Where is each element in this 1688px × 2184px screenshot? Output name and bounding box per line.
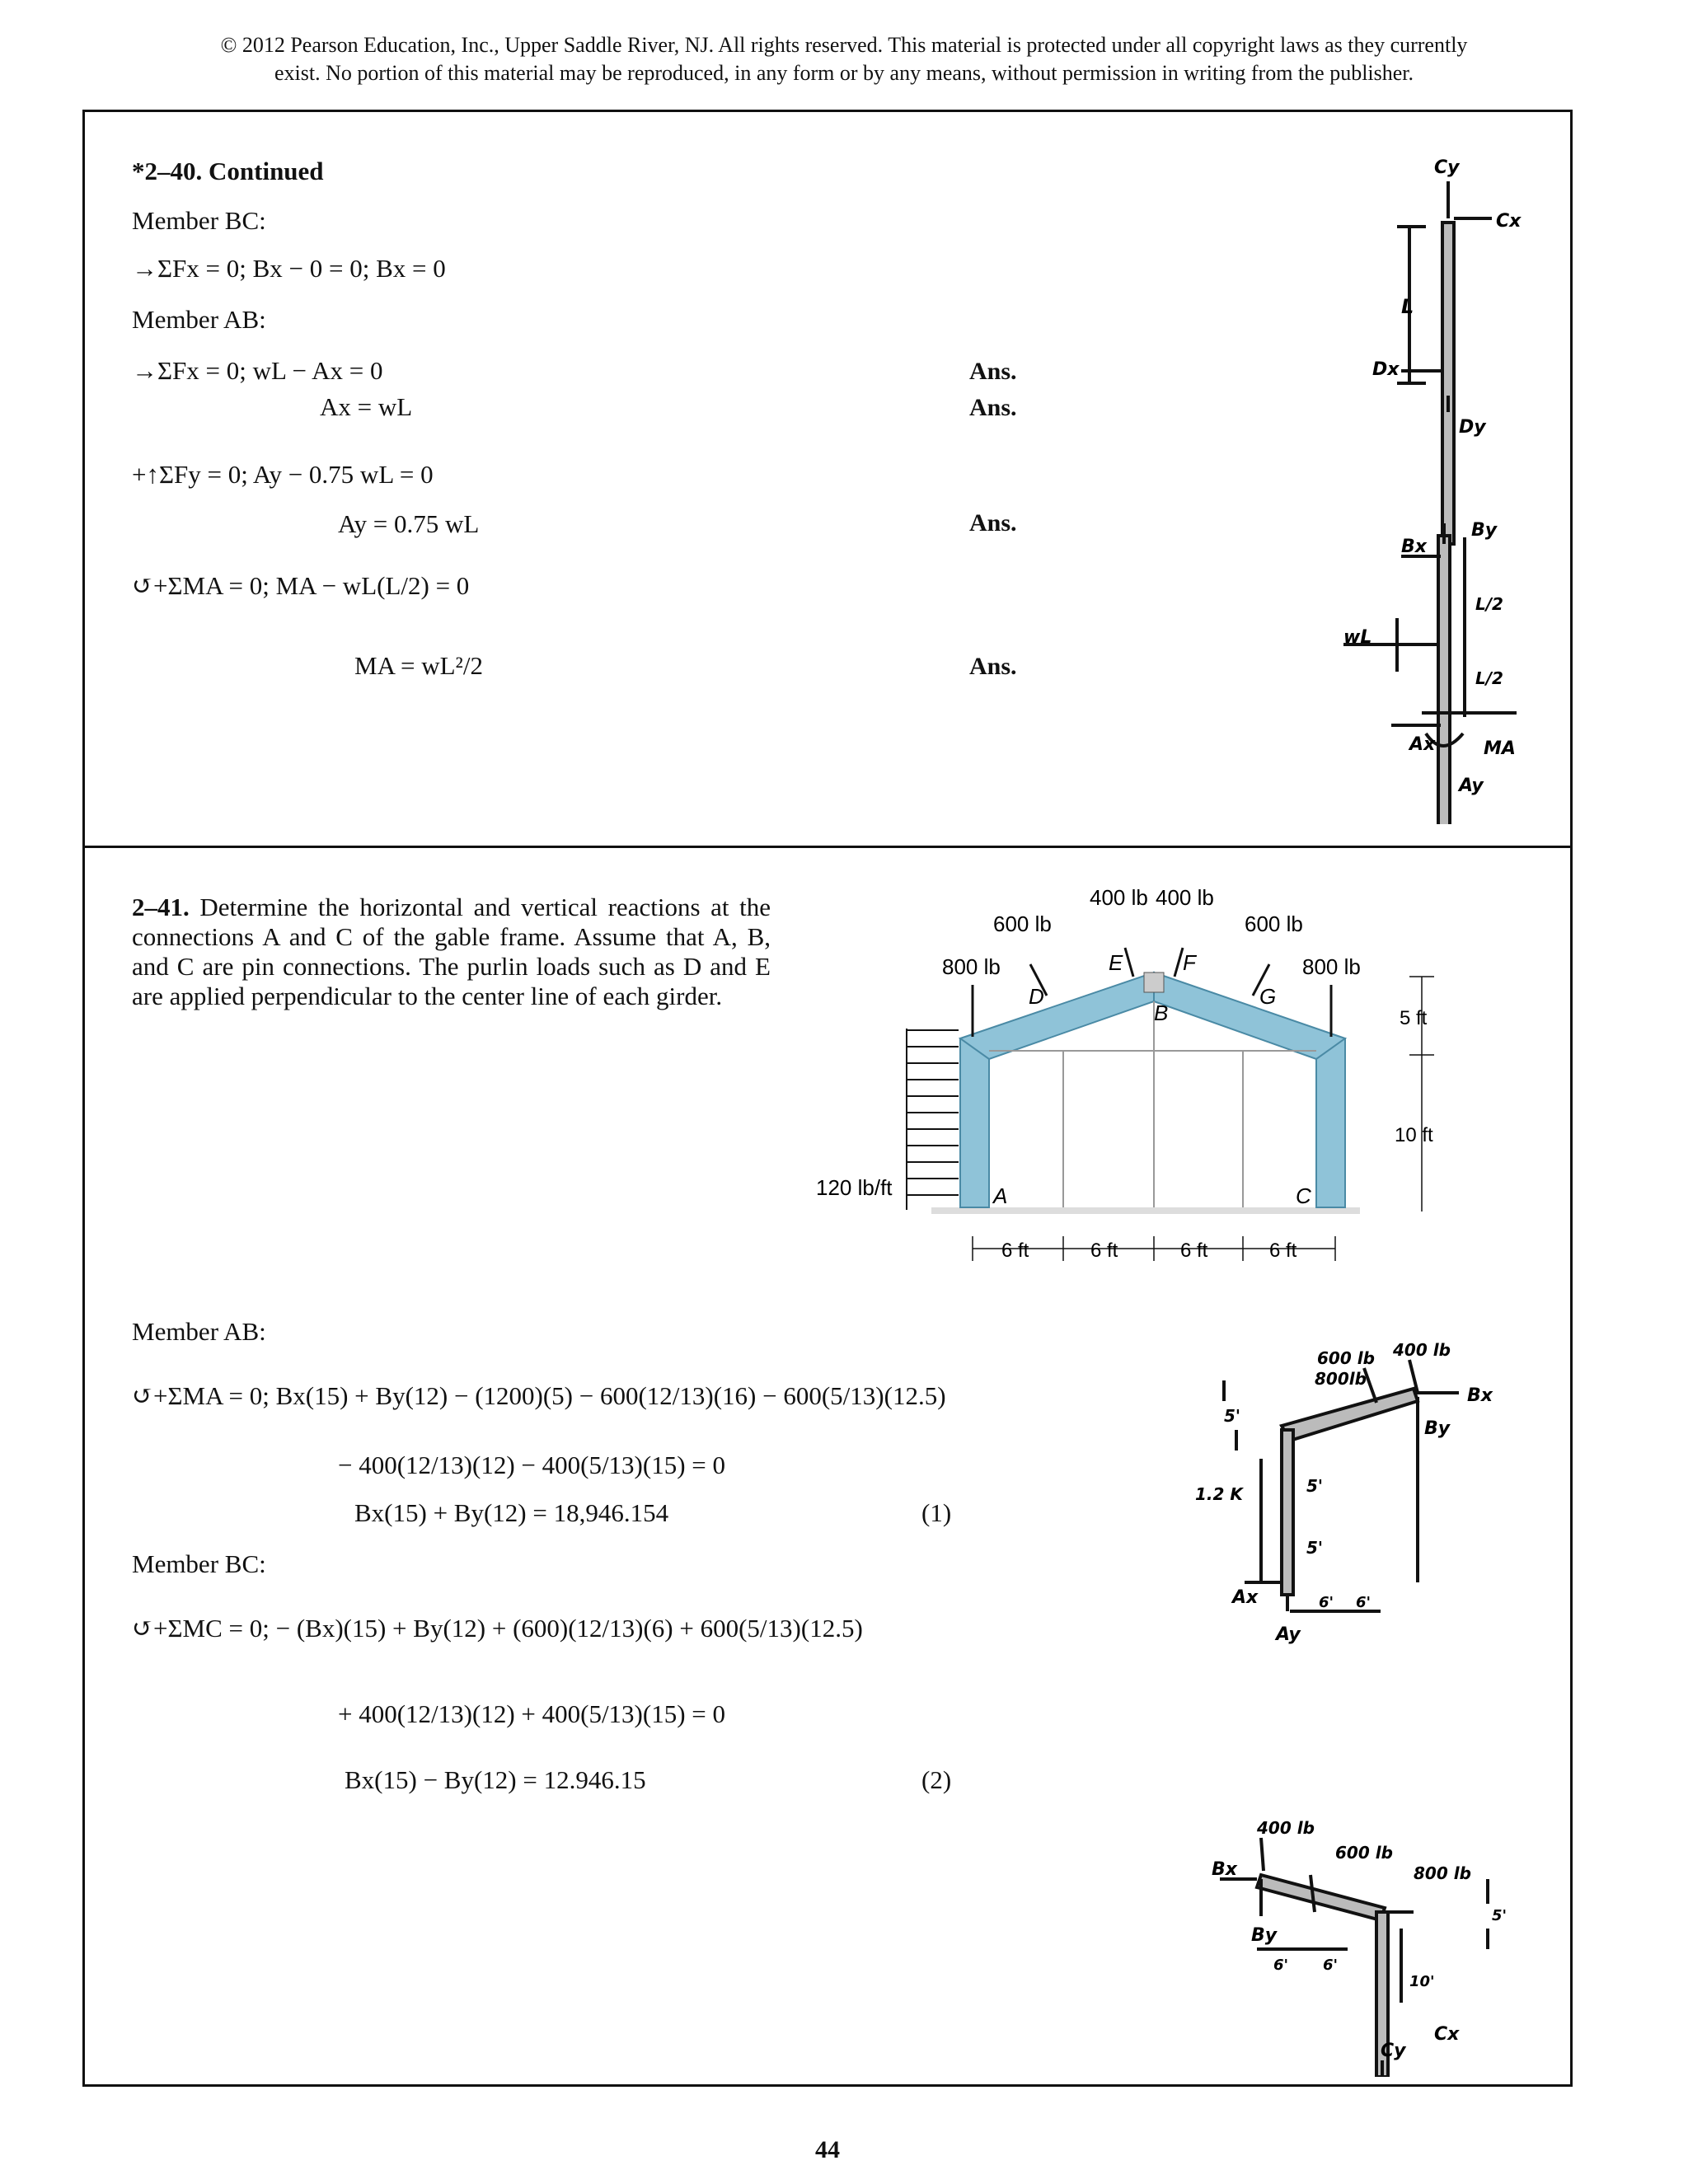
fig-dim-10ft: 10 ft [1395, 1124, 1433, 1146]
bc-sum-fx-equation: →ΣFx = 0; Bx − 0 = 0; Bx = 0 [132, 254, 446, 283]
fbd2-wl: wL [1343, 627, 1372, 648]
fbd2-l2a: L/2 [1475, 594, 1503, 614]
fig-pt-c: C [1296, 1183, 1311, 1208]
equation-1: Bx(15) + By(12) = 18,946.154 [354, 1498, 669, 1527]
ab-sum-fx-equation: →ΣFx = 0; wL − Ax = 0 [132, 356, 383, 385]
equation-1-number: (1) [921, 1498, 952, 1527]
fig-dim-5ft: 5 ft [1400, 1007, 1428, 1029]
fbd4-cx: Cx [1434, 2024, 1460, 2045]
ay-result: Ay = 0.75 wL [338, 509, 480, 538]
copyright-line-2: exist. No portion of this material may be reproduced, in any form or by any means, without permission in writing from the publisher. [274, 61, 1414, 85]
fbd4-cy: Cy [1381, 2041, 1406, 2061]
fig-600-right: 600 lb [1245, 912, 1303, 936]
fig-400-f: 400 lb [1156, 885, 1214, 910]
fig-pt-a: A [993, 1183, 1008, 1208]
fbd4-by: By [1251, 1925, 1278, 1946]
fbd3-5a: 5' [1224, 1406, 1241, 1426]
fbd2-ax: Ax [1409, 734, 1436, 755]
answer-label-3: Ans. [969, 509, 1017, 537]
fig-800-left: 800 lb [942, 954, 1001, 979]
gable-frame-figure [808, 882, 1434, 1277]
fbd2-by: By [1471, 520, 1498, 541]
fig-600-left: 600 lb [993, 912, 1052, 936]
problem-title-2-40: *2–40. Continued [132, 157, 324, 185]
fbd1-cx: Cx [1496, 211, 1522, 232]
fbd1-L: L [1401, 295, 1414, 318]
fig-dim-6ft-1: 6 ft [1001, 1240, 1029, 1262]
fig-dist-load: 120 lb/ft [816, 1175, 893, 1200]
answer-label-1: Ans. [969, 358, 1017, 385]
ax-result: Ax = wL [320, 392, 413, 421]
fig-800-right: 800 lb [1302, 954, 1361, 979]
fig-400-e: 400 lb [1090, 885, 1148, 910]
fbd3-ay: Ay [1276, 1624, 1301, 1645]
member-ab-heading-2: Member AB: [132, 1317, 266, 1346]
fbd3-5b: 5' [1306, 1476, 1324, 1496]
fig-pt-f: F [1183, 950, 1196, 975]
fbd3-ax: Ax [1232, 1587, 1259, 1608]
fbd-2-41 [1179, 1335, 1566, 2077]
fig-dim-6ft-3: 6 ft [1180, 1240, 1208, 1262]
fbd3-bx: Bx [1467, 1385, 1493, 1406]
fbd3-800lb: 800lb [1315, 1369, 1367, 1389]
sum-fy-equation: +↑ΣFy = 0; Ay − 0.75 wL = 0 [132, 460, 434, 489]
fbd2-l2b: L/2 [1475, 668, 1503, 688]
fbd2-ay: Ay [1459, 776, 1484, 796]
equation-2-number: (2) [921, 1765, 952, 1794]
fbd2-ma: MA [1484, 738, 1516, 759]
fbd4-6a: 6' [1273, 1957, 1289, 1974]
fbd4-600lb: 600 lb [1335, 1843, 1393, 1863]
sum-ma-equation: ↺+ΣMA = 0; MA − wL(L/2) = 0 [132, 571, 470, 600]
page-number: 44 [815, 2136, 840, 2163]
fbd1-cy: Cy [1434, 157, 1460, 178]
fbd1-dy: Dy [1459, 417, 1486, 438]
fbd3-6a: 6' [1319, 1594, 1334, 1611]
mc-equation-line1: ↺+ΣMC = 0; − (Bx)(15) + By(12) + (600)(12/13)(6) + 600(5/13)(12.5) [132, 1614, 863, 1643]
fig-dim-6ft-4: 6 ft [1269, 1240, 1297, 1262]
ma-equation-line2: − 400(12/13)(12) − 400(5/13)(15) = 0 [338, 1451, 726, 1479]
fbd-2-40 [1319, 148, 1566, 824]
fbd4-800lb: 800 lb [1414, 1863, 1471, 1883]
ma-result: MA = wL²/2 [354, 651, 483, 680]
fig-pt-b: B [1154, 1001, 1169, 1025]
fbd2-bx: Bx [1401, 537, 1427, 557]
member-ab-heading: Member AB: [132, 305, 266, 334]
answer-label-2: Ans. [969, 394, 1017, 421]
copyright-line-1: © 2012 Pearson Education, Inc., Upper Saddle River, NJ. All rights reserved. This material is protected under all copyright laws as they currently [220, 33, 1468, 57]
fbd1-dx: Dx [1372, 359, 1400, 380]
fig-dim-6ft-2: 6 ft [1090, 1240, 1118, 1262]
fbd4-6b: 6' [1323, 1957, 1339, 1974]
fbd4-bx: Bx [1212, 1859, 1237, 1880]
problem-statement-2-41 [132, 893, 771, 1011]
fbd3-600lb: 600 lb [1317, 1348, 1375, 1368]
fbd4-10: 10' [1409, 1973, 1435, 1990]
problem-text: Determine the horizontal and vertical reactions at the connections A and C of the gable frame. Assume that A, B, and C are pin connections. The purlin loads such as D and E are applied perpendicular to the center line of each girder. [132, 893, 771, 1010]
fbd3-1.2k: 1.2 K [1195, 1484, 1243, 1504]
ma-equation-line1: ↺+ΣMA = 0; Bx(15) + By(12) − (1200)(5) − 600(12/13)(16) − 600(5/13)(12.5) [132, 1381, 946, 1410]
fig-pt-g: G [1259, 984, 1277, 1009]
fbd3-by: By [1424, 1418, 1451, 1439]
fig-pt-d: D [1029, 984, 1044, 1009]
fbd3-5c: 5' [1306, 1538, 1324, 1558]
fbd3-6b: 6' [1356, 1594, 1372, 1611]
mc-equation-line2: + 400(12/13)(12) + 400(5/13)(15) = 0 [338, 1699, 726, 1728]
equation-2: Bx(15) − By(12) = 12.946.15 [345, 1765, 646, 1794]
fbd4-5: 5' [1492, 1907, 1507, 1924]
fbd3-400lb: 400 lb [1393, 1340, 1451, 1360]
answer-label-4: Ans. [969, 653, 1017, 680]
problem-number: 2–41. [132, 893, 190, 921]
fbd4-400lb: 400 lb [1257, 1818, 1315, 1838]
member-bc-heading-2: Member BC: [132, 1549, 266, 1578]
member-bc-heading: Member BC: [132, 206, 266, 235]
fig-pt-e: E [1109, 950, 1123, 975]
